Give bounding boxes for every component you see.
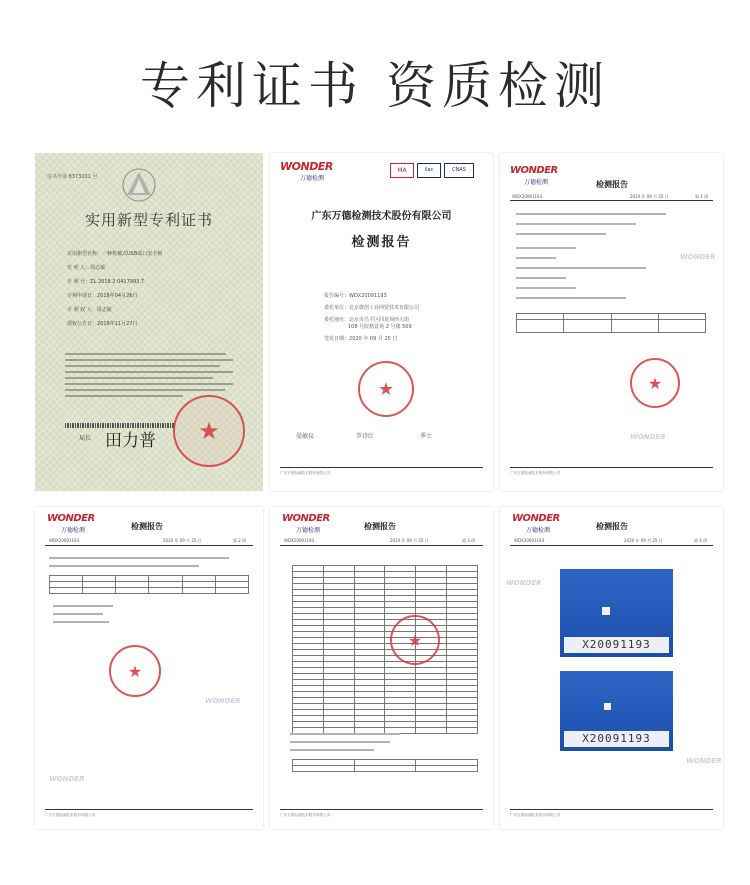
signature: 季立 <box>420 433 433 440</box>
watermark: WONDER <box>630 433 666 441</box>
report-field: 委托单位：北京微创工业网贸技术有限公司 <box>324 305 420 311</box>
brand-logo-sub: 万德检测 <box>524 179 549 186</box>
report-title: 检测报告 <box>351 235 412 250</box>
brand-logo-sub: 万德检测 <box>526 527 551 534</box>
watermark: WONDER <box>680 253 716 261</box>
report-title: 检测报告 <box>131 522 163 531</box>
text-line <box>290 749 374 751</box>
sample-label: X20091193 <box>564 637 669 653</box>
official-seal <box>173 395 245 467</box>
certificate-field: 专 利 权 人：周志敏 <box>67 307 112 313</box>
footer-company: 广东万德检测技术股份有限公司 <box>280 471 331 475</box>
watermark: WONDER <box>506 579 542 587</box>
report-field: 108 号院格景苑 2 号楼 509 <box>348 324 412 330</box>
signature: 罗诗红 <box>356 433 375 440</box>
report-page <box>270 507 493 829</box>
footer-company: 广东万德检测技术股份有限公司 <box>510 813 561 817</box>
footer-rule <box>280 467 483 468</box>
sample-photo <box>560 671 673 751</box>
text-line <box>53 613 103 615</box>
footer-company: 广东万德检测技术股份有限公司 <box>280 813 331 817</box>
footer-rule <box>510 467 713 468</box>
seal-star-icon: ★ <box>647 373 663 393</box>
report-number: WDX20091193 <box>512 194 543 199</box>
text-line <box>49 565 199 567</box>
brand-logo-sub: 万德检测 <box>300 175 325 182</box>
report-date: 2020 年 09 月 25 日 <box>163 538 202 543</box>
footer-rule <box>45 809 253 810</box>
report-field: 委托地址：北京市昌平区回龙观西大街 <box>324 317 410 323</box>
brand-logo: WONDER <box>282 513 330 524</box>
certificate-field: 专利申请日：2018年04月26日 <box>67 293 138 299</box>
report-title: 检测报告 <box>596 522 628 531</box>
text-line <box>53 621 109 623</box>
header-rule <box>45 545 253 546</box>
header-rule <box>510 200 713 201</box>
page-number: 第 2 /4 <box>233 538 246 543</box>
page-number: 第 3 /4 <box>462 538 475 543</box>
report-title: 检测报告 <box>364 522 396 531</box>
brand-logo: WONDER <box>512 513 560 524</box>
report-date: 2020 年 09 月 25 日 <box>390 538 429 543</box>
report-date: 2020 年 09 月 25 日 <box>624 538 663 543</box>
seal-star-icon: ★ <box>198 417 220 445</box>
certificate-field: 授权公告日：2018年11月27日 <box>67 321 138 327</box>
brand-logo-sub: 万德检测 <box>61 527 86 534</box>
text-line <box>290 741 390 743</box>
watermark: WONDER <box>205 697 241 705</box>
signature: 晏敏仪 <box>296 433 315 440</box>
cma-icon: MA <box>390 163 414 178</box>
seal-star-icon: ★ <box>407 630 423 650</box>
report-fields <box>324 293 419 343</box>
brand-logo: WONDER <box>280 160 333 173</box>
signature-label: 局长 <box>79 435 92 442</box>
certificate-fields <box>67 247 162 331</box>
patent-certificate <box>35 153 263 491</box>
signature: 田力普 <box>105 431 156 451</box>
page-number: 第 1 /4 <box>695 194 708 199</box>
report-title: 检测报告 <box>596 180 628 189</box>
sample-photo <box>560 569 673 657</box>
watermark: WONDER <box>686 757 722 765</box>
footer-company: 广东万德检测技术股份有限公司 <box>45 813 96 817</box>
text-line <box>290 733 400 735</box>
sample-device <box>602 607 610 615</box>
official-seal <box>390 615 440 665</box>
company-name: 广东万德检测技术股份有限公司 <box>311 211 452 222</box>
seal-star-icon: ★ <box>377 378 395 400</box>
header-rule <box>280 545 483 546</box>
report-number: WDX20091193 <box>49 538 80 543</box>
report-field: 签发日期：2020 年 09 月 25 日 <box>324 336 398 342</box>
official-seal <box>358 361 414 417</box>
report-page <box>35 507 263 829</box>
footer-company: 广东万德检测技术股份有限公司 <box>510 471 561 475</box>
footer-rule <box>510 809 713 810</box>
certificate-title: 实用新型专利证书 <box>84 211 213 229</box>
report-date: 2020 年 09 月 25 日 <box>630 194 669 199</box>
report-number: WDX20091193 <box>514 538 545 543</box>
watermark: WONDER <box>49 775 85 783</box>
seal-star-icon: ★ <box>127 661 143 681</box>
results-table <box>516 313 706 333</box>
results-table <box>49 575 249 594</box>
certificate-body-text <box>65 349 233 401</box>
brand-logo-sub: 万德检测 <box>296 527 321 534</box>
ilac-icon: ilac <box>417 163 441 178</box>
text-line <box>53 605 113 607</box>
certificate-field: 实用新型名称：一种机械式USB端口安全锁 <box>67 251 163 257</box>
page-number: 第 4 /4 <box>694 538 707 543</box>
text-line <box>49 557 229 559</box>
report-number: WDX20091193 <box>284 538 315 543</box>
official-seal <box>630 358 680 408</box>
report-page <box>500 153 723 491</box>
sample-device <box>604 703 611 710</box>
header-rule <box>510 545 713 546</box>
patent-emblem-icon <box>121 167 157 203</box>
results-table <box>292 565 478 734</box>
accreditation-marks <box>390 163 474 178</box>
brand-logo: WONDER <box>510 165 558 176</box>
report-page <box>500 507 723 829</box>
sample-label: X20091193 <box>564 731 669 747</box>
certificate-number: 证书号第 8373201 号 <box>47 174 98 180</box>
certificate-field: 发 明 人：周志敏 <box>67 265 106 271</box>
certificate-field: 专 利 号：ZL 2018 2 0417993.7 <box>67 279 145 285</box>
footer-rule <box>280 809 483 810</box>
report-cover <box>270 153 493 491</box>
official-seal <box>109 645 161 697</box>
cnas-icon: CNAS <box>444 163 474 178</box>
brand-logo: WONDER <box>47 513 95 524</box>
page-heading: 专利证书 资质检测 <box>140 57 610 115</box>
summary-table <box>292 759 478 772</box>
report-field: 报告编号：WDX20091193 <box>324 293 387 299</box>
